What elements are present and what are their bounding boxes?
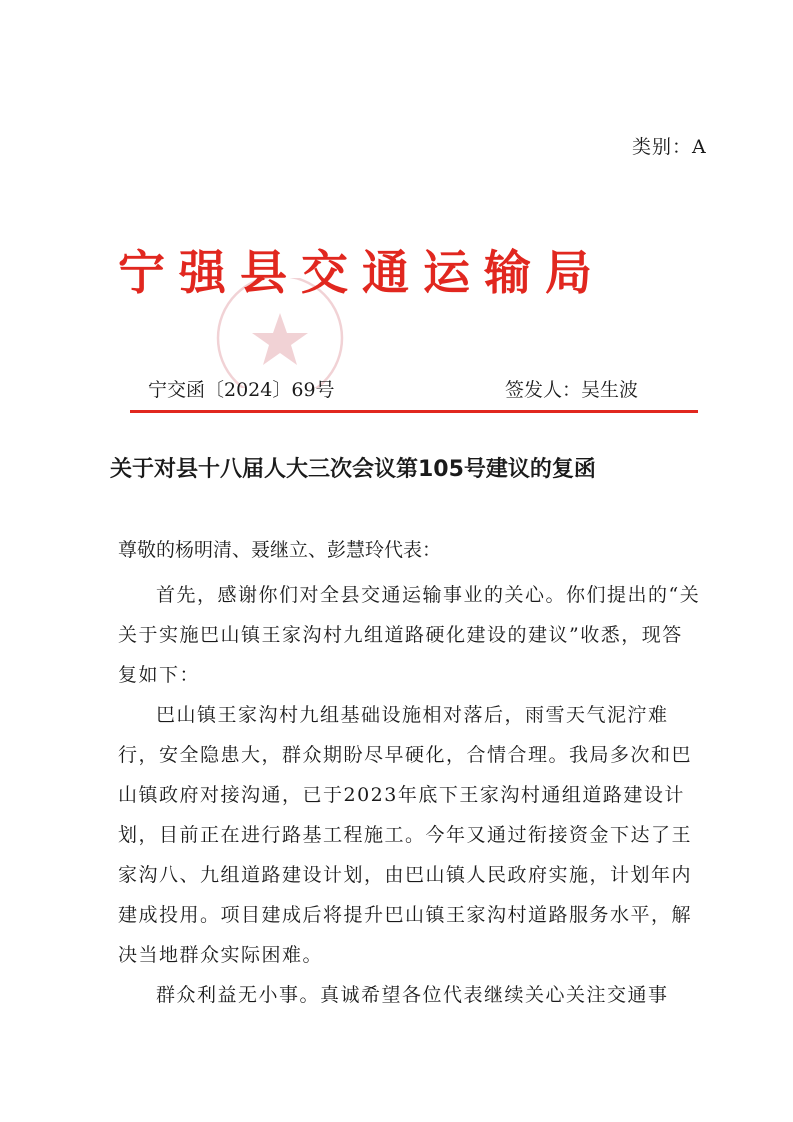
body-line: 山镇政府对接沟通，已于2023年底下王家沟村通组道路建设计 xyxy=(118,784,685,806)
document-title: 关于对县十八届人大三次会议第105号建议的复函 xyxy=(110,457,596,482)
document-number: 宁交函〔2024〕69号 xyxy=(148,379,335,401)
body-line: 关于实施巴山镇王家沟村九组道路硬化建设的建议”收悉，现答 xyxy=(118,624,683,646)
signer-label: 签发人：吴生波 xyxy=(505,379,639,401)
organization-name: 宁强县交通运输局 xyxy=(118,246,606,301)
category-label: 类别：A xyxy=(632,136,707,158)
body-line: 家沟八、九组道路建设计划，由巴山镇人民政府实施，计划年内 xyxy=(118,864,693,886)
body-line: 巴山镇王家沟村九组基础设施相对落后，雨雪天气泥泞难 xyxy=(156,704,669,726)
body-line: 建成投用。项目建成后将提升巴山镇王家沟村道路服务水平，解 xyxy=(118,904,693,926)
body-line: 决当地群众实际困难。 xyxy=(118,944,324,966)
body-line: 群众利益无小事。真诚希望各位代表继续关心关注交通事 xyxy=(156,984,669,1006)
body-line: 首先，感谢你们对全县交通运输事业的关心。你们提出的“关 xyxy=(156,584,701,606)
body-line: 行，安全隐患大，群众期盼尽早硬化，合情合理。我局多次和巴 xyxy=(118,744,693,766)
body-line: 划，目前正在进行路基工程施工。今年又通过衔接资金下达了王 xyxy=(118,824,693,846)
salutation: 尊敬的杨明清、聂继立、彭慧玲代表： xyxy=(118,539,442,561)
red-divider xyxy=(130,410,698,413)
body-line: 复如下： xyxy=(118,664,201,686)
